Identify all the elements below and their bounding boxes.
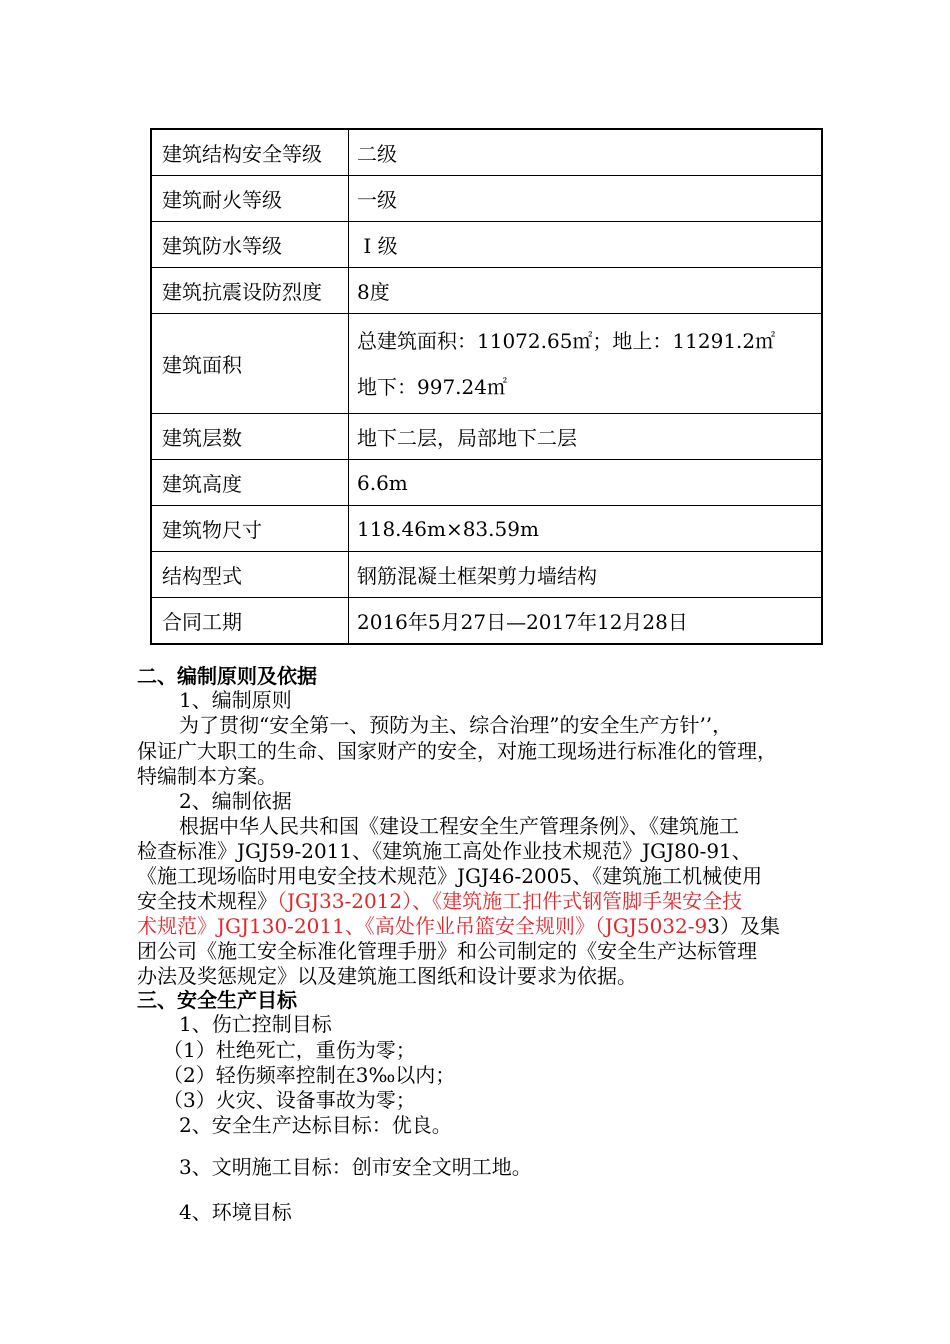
section2-sub2: 2、编制依据 xyxy=(179,789,292,813)
basis-line: 检查标准》JGJ59-2011、《建筑施工高处作业技术规范》JGJ80-91、 xyxy=(137,839,752,863)
table-row xyxy=(151,506,822,552)
section2-heading: 二、编制原则及依据 xyxy=(137,664,317,688)
row-value: 二级 xyxy=(349,129,823,176)
basis-line xyxy=(137,889,850,913)
basis-line: 根据中华人民共和国《建设工程安全生产管理条例》、《建筑施工 xyxy=(179,814,739,838)
basis-text: 安全技术规程》 xyxy=(137,889,277,913)
row-label: 建筑高度 xyxy=(151,460,349,506)
principle-line: 保证广大职工的生命、国家财产的安全，对施工现场进行标准化的管理， xyxy=(137,739,777,763)
basis-text: 3）及集 xyxy=(707,914,780,938)
row-value: 地下二层，局部地下二层 xyxy=(349,414,823,460)
row-label: 建筑防水等级 xyxy=(151,222,349,268)
principle-line: 为了贯彻“安全第一、预防为主、综合治理”的安全生产方针’’， xyxy=(179,713,733,737)
basis-line xyxy=(137,914,850,938)
section3-sub4: 4、环境目标 xyxy=(179,1200,292,1224)
table-row xyxy=(151,598,822,645)
principle-line: 特编制本方案。 xyxy=(137,764,277,788)
goal-item: （1）杜绝死亡，重伤为零； xyxy=(163,1038,416,1062)
row-label: 建筑物尺寸 xyxy=(151,506,349,552)
row-value: Ⅰ 级 xyxy=(349,222,823,268)
row-label: 建筑耐火等级 xyxy=(151,176,349,222)
table-row xyxy=(151,460,822,506)
table-row xyxy=(151,414,822,460)
total-area-text: 总建筑面积：11072.65㎡；地上：11291.2㎡ xyxy=(357,328,776,353)
row-value: 8度 xyxy=(349,268,823,314)
table-row xyxy=(151,176,822,222)
row-label: 结构型式 xyxy=(151,552,349,598)
section3-sub3: 3、文明施工目标：创市安全文明工地。 xyxy=(179,1155,532,1179)
building-info-table xyxy=(150,128,823,645)
section3-heading: 三、安全生产目标 xyxy=(137,988,297,1012)
basis-line: 团公司《施工安全标准化管理手册》和公司制定的《安全生产达标管理 xyxy=(137,939,757,963)
table-row xyxy=(151,268,822,314)
row-label: 建筑结构安全等级 xyxy=(151,129,349,176)
row-value: 2016年5月27日—2017年12月28日 xyxy=(349,598,823,645)
basis-highlight: 术规范》JGJ130-2011、《高处作业吊篮安全规则》（JGJ5032-9 xyxy=(137,914,708,938)
row-value: 118.46m×83.59m xyxy=(349,506,823,552)
row-value: 一级 xyxy=(349,176,823,222)
table-row xyxy=(151,314,822,414)
goal-item: （2）轻伤频率控制在3‰以内； xyxy=(163,1063,456,1087)
table-row xyxy=(151,552,822,598)
basis-highlight: （JGJ33-2012）、《建筑施工扣件式钢管脚手架安全技 xyxy=(277,889,743,913)
section3-sub2: 2、安全生产达标目标：优良。 xyxy=(179,1113,452,1137)
goal-item: （3）火灾、设备事故为零； xyxy=(163,1088,416,1112)
section2-sub1: 1、编制原则 xyxy=(179,688,292,712)
basis-line: 《施工现场临时用电安全技术规范》JGJ46-2005、《建筑施工机械使用 xyxy=(137,864,763,888)
underground-area-text: 地下：997.24㎡ xyxy=(357,374,507,399)
row-label: 建筑抗震设防烈度 xyxy=(151,268,349,314)
row-label: 建筑层数 xyxy=(151,414,349,460)
table-row xyxy=(151,129,822,176)
basis-line: 办法及奖惩规定》以及建筑施工图纸和设计要求为依据。 xyxy=(137,964,637,988)
row-label: 合同工期 xyxy=(151,598,349,645)
section3-sub1: 1、伤亡控制目标 xyxy=(179,1012,332,1036)
row-label: 建筑面积 xyxy=(151,314,349,414)
row-value xyxy=(349,314,823,414)
row-value: 6.6m xyxy=(349,460,823,506)
table-row xyxy=(151,222,822,268)
row-value: 钢筋混凝土框架剪力墙结构 xyxy=(349,552,823,598)
